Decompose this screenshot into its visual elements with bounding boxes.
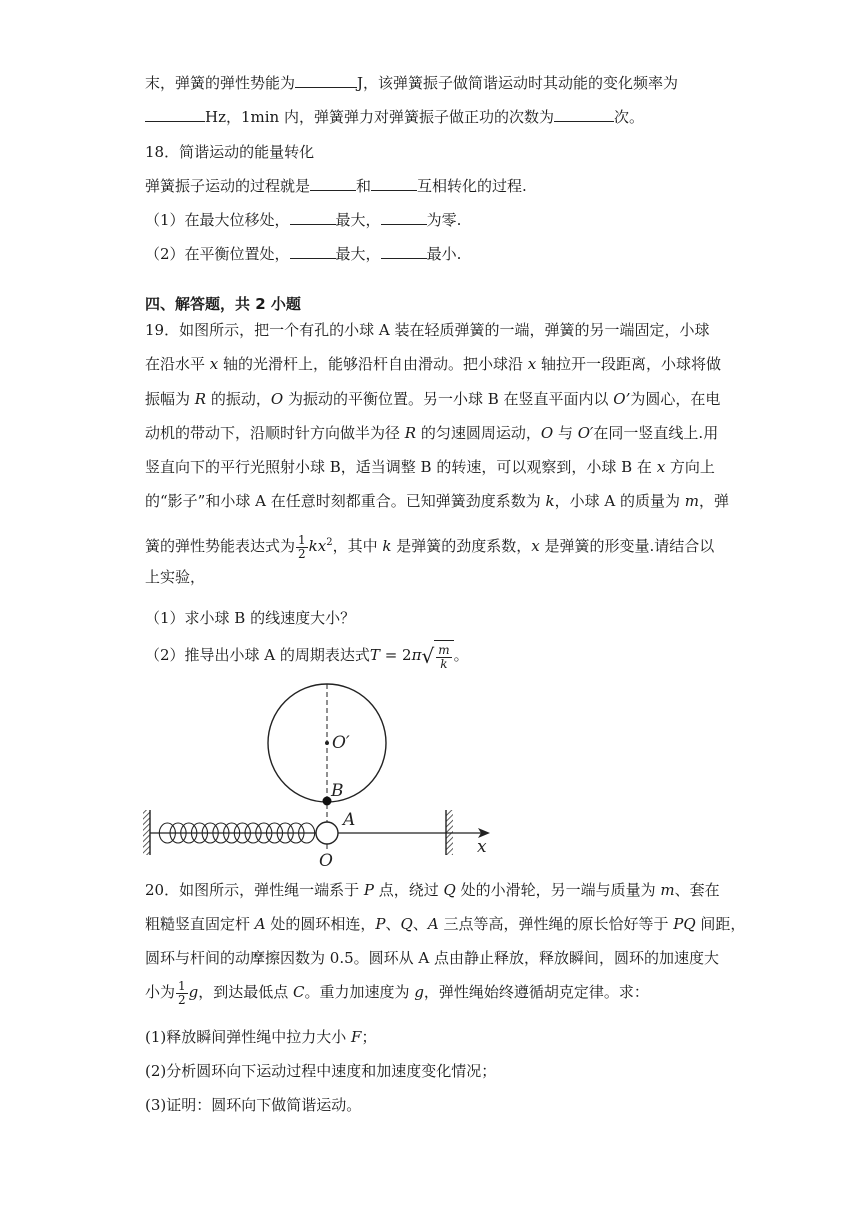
q18-line-1 bbox=[145, 176, 527, 196]
q18-text: 为零. bbox=[426, 211, 462, 229]
label-o: O bbox=[319, 851, 333, 870]
section-title: 四、解答题，共 2 小题 bbox=[145, 295, 301, 313]
q18-text: 和 bbox=[356, 177, 372, 195]
q18-text: 最大， bbox=[335, 211, 381, 229]
label-a: A bbox=[343, 810, 356, 830]
q20-text: 三点等高，弹性绳的原长恰好等于 bbox=[438, 915, 674, 933]
q19-line-6 bbox=[145, 491, 729, 511]
q20-line-1 bbox=[145, 880, 720, 900]
q20-text: 粗糙竖直固定杆 bbox=[145, 915, 255, 933]
q19-text: 为振动的平衡位置。另一小球 B 在竖直平面内以 bbox=[283, 390, 614, 408]
label-b: B bbox=[331, 781, 344, 801]
q20-text: ，到达最低点 bbox=[198, 983, 294, 1001]
q19-text: 是弹簧的劲度系数， bbox=[391, 537, 532, 555]
q19-text: = 2 bbox=[379, 646, 412, 664]
q20-text: 处的小滑轮，另一端与质量为 bbox=[455, 881, 661, 899]
answer-blank[interactable] bbox=[554, 107, 614, 122]
q19-var: O’ bbox=[613, 390, 631, 408]
q20-sub-1 bbox=[145, 1027, 376, 1047]
label-o-prime: O′ bbox=[332, 733, 350, 753]
q19-line-4 bbox=[145, 423, 718, 443]
q19-text: 动机的带动下，沿顺时针方向做半为径 bbox=[145, 424, 405, 442]
label-x: x bbox=[477, 837, 487, 857]
q20-var: C bbox=[293, 983, 305, 1001]
fraction-one-half bbox=[176, 980, 188, 1007]
q19-text: 方向上 bbox=[665, 458, 715, 476]
q18-line-3 bbox=[145, 244, 461, 264]
q19-text: ，其中 bbox=[332, 537, 383, 555]
q20-sub-3: (3)证明：圆环向下做简谐运动。 bbox=[145, 1096, 362, 1114]
answer-blank[interactable] bbox=[295, 73, 357, 88]
frac-num: 1 bbox=[298, 532, 306, 547]
q19-line-2 bbox=[145, 354, 721, 374]
q20-var: A bbox=[254, 915, 266, 933]
q18-title: 18．简谐运动的能量转化 bbox=[145, 143, 315, 161]
q19-text: 的“影子”和小球 A 在任意时刻都重合。已知弹簧劲度系数为 bbox=[145, 492, 546, 510]
q20-var: PQ bbox=[673, 915, 696, 933]
q20-text: 、 bbox=[412, 915, 428, 933]
q19-var: O bbox=[540, 424, 554, 442]
q19-text: 轴的光滑杆上，能够沿杆自由滑动。把小球沿 bbox=[218, 355, 528, 373]
q20-text: 、 bbox=[385, 915, 401, 933]
q20-text: 、套在 bbox=[674, 881, 720, 899]
q20-text: 间距， bbox=[695, 915, 746, 933]
q20-line-2 bbox=[145, 914, 745, 934]
answer-blank[interactable] bbox=[310, 176, 356, 191]
q20-var: Q bbox=[443, 881, 456, 899]
q20-line-4 bbox=[145, 976, 649, 1008]
q20-var: P bbox=[375, 915, 386, 933]
q20-var: F bbox=[351, 1028, 362, 1046]
q20-text: 。重力加速度为 bbox=[304, 983, 415, 1001]
q19-var: k bbox=[545, 492, 555, 510]
q19-text: 竖直向下的平行光照射小球 B，适当调整 B 的转速，可以观察到，小球 B 在 bbox=[145, 458, 657, 476]
q20-var: P bbox=[363, 881, 374, 899]
q17-line-1 bbox=[145, 73, 678, 93]
answer-blank[interactable] bbox=[381, 244, 427, 259]
q20-text: 20．如图所示，弹性绳一端系于 bbox=[145, 881, 364, 899]
q18-text: 互相转化的过程. bbox=[417, 177, 527, 195]
fraction-m-over-k bbox=[436, 644, 451, 671]
q19-var: x bbox=[527, 355, 537, 373]
q19-var: x bbox=[531, 537, 540, 555]
answer-blank[interactable] bbox=[371, 176, 417, 191]
q19-line-3 bbox=[145, 389, 720, 409]
q20-text: ； bbox=[361, 1028, 377, 1046]
sqrt-content bbox=[434, 640, 453, 673]
q19-text: 为圆心，在电 bbox=[630, 390, 721, 408]
q17-text: 末，弹簧的弹性势能为 bbox=[145, 74, 296, 92]
q20-var: Q bbox=[400, 915, 413, 933]
q20-text: ，弹性绳始终遵循胡克定律。求： bbox=[423, 983, 649, 1001]
q19-text: 的匀速圆周运动， bbox=[416, 424, 541, 442]
q19-text: 振幅为 bbox=[145, 390, 195, 408]
q18-line-2 bbox=[145, 210, 461, 230]
q19-var: x bbox=[656, 458, 666, 476]
answer-blank[interactable] bbox=[290, 244, 336, 259]
q19-sub-1: （1）求小球 B 的线速度大小？ bbox=[145, 609, 356, 627]
answer-blank[interactable] bbox=[145, 107, 205, 122]
q19-text: ，小球 A 的质量为 bbox=[554, 492, 685, 510]
left-wall bbox=[143, 810, 150, 855]
q19-var: O bbox=[270, 390, 284, 408]
q19-var: R bbox=[404, 424, 417, 442]
q20-text: 处的圆环相连， bbox=[265, 915, 376, 933]
q19-var: kx bbox=[308, 537, 327, 555]
q18-text: （1）在最大位移处， bbox=[145, 211, 290, 229]
frac-den: 2 bbox=[178, 992, 186, 1007]
q20-var: g bbox=[414, 983, 424, 1001]
q20-sub-2: (2)分析圆环向下运动过程中速度和加速度变化情况； bbox=[145, 1062, 497, 1080]
q19-text: 与 bbox=[553, 424, 578, 442]
q18-text: 最大， bbox=[335, 245, 381, 263]
q19-text: ，弹 bbox=[698, 492, 729, 510]
q20-text: 点，绕过 bbox=[373, 881, 444, 899]
answer-blank[interactable] bbox=[381, 210, 427, 225]
q20-text: (1)释放瞬间弹性绳中拉力大小 bbox=[145, 1028, 352, 1046]
q19-var: k bbox=[382, 537, 392, 555]
answer-blank[interactable] bbox=[290, 210, 336, 225]
q20-var: m bbox=[660, 881, 675, 899]
q17-line-2 bbox=[145, 107, 644, 127]
frac-num: m bbox=[438, 643, 450, 657]
q19-var: x bbox=[209, 355, 219, 373]
q19-line-5 bbox=[145, 457, 715, 477]
q19-text: 在同一竖直线上.用 bbox=[593, 424, 719, 442]
q17-text: J，该弹簧振子做简谐运动时其动能的变化频率为 bbox=[357, 74, 679, 92]
q19-text: 轴拉开一段距离，小球将做 bbox=[536, 355, 722, 373]
q19-text: （2）推导出小球 A 的周期表达式 bbox=[145, 646, 370, 664]
q19-var: π bbox=[411, 646, 422, 664]
q19-text: 的振动， bbox=[206, 390, 271, 408]
q19-line-7 bbox=[145, 527, 714, 562]
frac-den: k bbox=[440, 657, 448, 671]
q19-line-1: 19．如图所示，把一个有孔的小球 A 装在轻质弹簧的一端，弹簧的另一端固定，小球 bbox=[145, 321, 710, 339]
spring-circle-figure bbox=[140, 680, 500, 870]
q18-text: （2）在平衡位置处， bbox=[145, 245, 290, 263]
q19-var: R bbox=[194, 390, 207, 408]
q20-var: A bbox=[427, 915, 439, 933]
frac-den: 2 bbox=[298, 546, 306, 561]
q20-line-3: 圆环与杆间的动摩擦因数为 0.5。圆环从 A 点由静止释放，释放瞬间，圆环的加速度大 bbox=[145, 949, 719, 967]
q19-line-8: 上实验， bbox=[145, 568, 206, 586]
q17-text: Hz，1min 内，弹簧弹力对弹簧振子做正功的次数为 bbox=[205, 108, 554, 126]
superscript: 2 bbox=[326, 537, 333, 548]
q19-sub-2 bbox=[145, 639, 469, 673]
q19-text: 。 bbox=[453, 646, 469, 664]
q19-text: 是弹簧的形变量.请结合以 bbox=[539, 537, 715, 555]
q19-var: m bbox=[684, 492, 699, 510]
q20-text: 小为 bbox=[145, 983, 176, 1001]
q19-text: 在沿水平 bbox=[145, 355, 210, 373]
q19-var: O′ bbox=[577, 424, 594, 442]
frac-num: 1 bbox=[178, 978, 186, 993]
q18-text: 最小. bbox=[426, 245, 462, 263]
center-dot bbox=[325, 741, 329, 745]
sqrt-sign: √ bbox=[421, 644, 435, 668]
ball-a bbox=[316, 822, 338, 844]
q20-var: g bbox=[188, 983, 199, 1001]
fraction-one-half bbox=[296, 534, 308, 561]
q19-var: T bbox=[369, 646, 380, 664]
q17-text: 次。 bbox=[613, 108, 644, 126]
q18-text: 弹簧振子运动的过程就是 bbox=[145, 177, 311, 195]
q19-text: 簧的弹性势能表达式为 bbox=[145, 537, 296, 555]
